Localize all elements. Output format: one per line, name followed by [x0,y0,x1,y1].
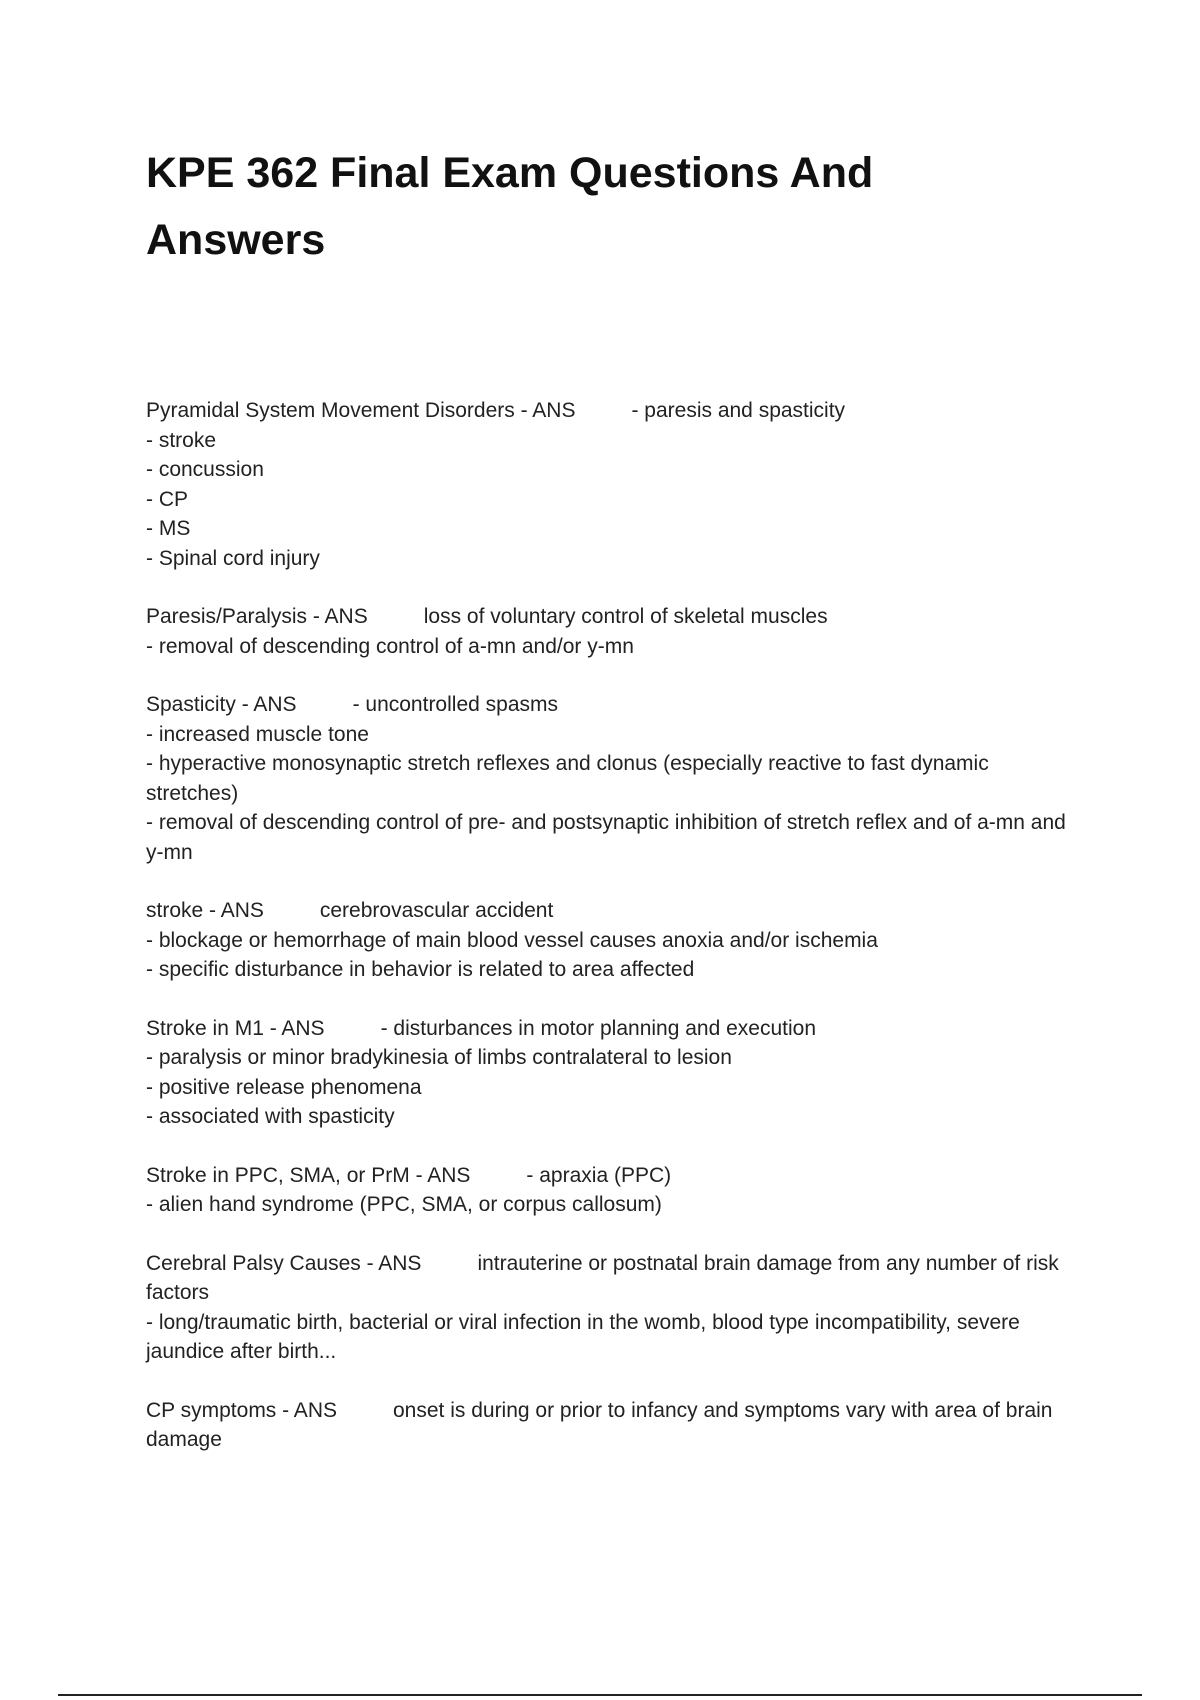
detail-line: - removal of descending control of pre- and postsynaptic inhibition of stretch reflex and of a-mn and y-mn [146,811,1066,864]
answer-text: loss of voluntary control of skeletal muscles [423,605,828,628]
qa-entry [146,690,1076,867]
detail-line: - blockage or hemorrhage of main blood vessel causes anoxia and/or ischemia [146,928,878,952]
detail-line: - removal of descending control of a-mn and/or y-mn [146,634,634,658]
question-text: Stroke in PPC, SMA, or PrM - ANS [146,1163,471,1187]
question-text: Spasticity - ANS [146,693,297,716]
detail-line: - Spinal cord injury [146,546,320,570]
detail-line: - concussion [146,458,264,481]
detail-line: - hyperactive monosynaptic stretch reflexes and clonus (especially reactive to fast dynamic stretches) [146,752,989,805]
detail-line: - positive release phenomena [146,1075,422,1099]
detail-line: - specific disturbance in behavior is related to area affected [146,958,695,981]
qa-entry [146,1396,1076,1455]
qa-entry [146,1014,1076,1132]
detail-line: - stroke [146,428,217,452]
qa-entry [146,396,1076,573]
document-title: KPE 362 Final Exam Questions And Answers [146,149,874,264]
answer-text: - apraxia (PPC) [526,1163,672,1187]
qa-entry [146,1161,1076,1220]
qa-entry [146,602,1076,661]
question-text: stroke - ANS [146,899,264,922]
answer-text: - uncontrolled spasms [352,693,558,716]
question-text: Cerebral Palsy Causes - ANS [146,1251,422,1275]
answer-text: - paresis and spasticity [631,399,846,422]
question-text: CP symptoms - ANS [146,1398,337,1422]
detail-line: - MS [146,517,191,540]
detail-line: - alien hand syndrome (PPC, SMA, or corpus callosum) [146,1193,662,1216]
answer-text: cerebrovascular accident [319,899,554,922]
page-divider [58,1694,1142,1696]
detail-line: - CP [146,487,188,511]
answer-text: intrauterine or postnatal brain damage from any number of risk factors [146,1251,1059,1304]
detail-line: - paralysis or minor bradykinesia of limbs contralateral to lesion [146,1046,732,1069]
detail-line: - increased muscle tone [146,722,369,746]
qa-entry [146,1249,1076,1367]
answer-text: - disturbances in motor planning and execution [380,1016,816,1040]
detail-line: - associated with spasticity [146,1105,395,1128]
qa-entry [146,896,1076,985]
qa-list [146,396,1076,1484]
question-text: Pyramidal System Movement Disorders - ANS [146,399,576,422]
detail-line: - long/traumatic birth, bacterial or viral infection in the womb, blood type incompatibility, severe jaundice after birth... [146,1310,1020,1363]
question-text: Stroke in M1 - ANS [146,1016,325,1040]
question-text: Paresis/Paralysis - ANS [146,605,368,628]
answer-text: onset is during or prior to infancy and symptoms vary with area of brain damage [146,1398,1053,1451]
